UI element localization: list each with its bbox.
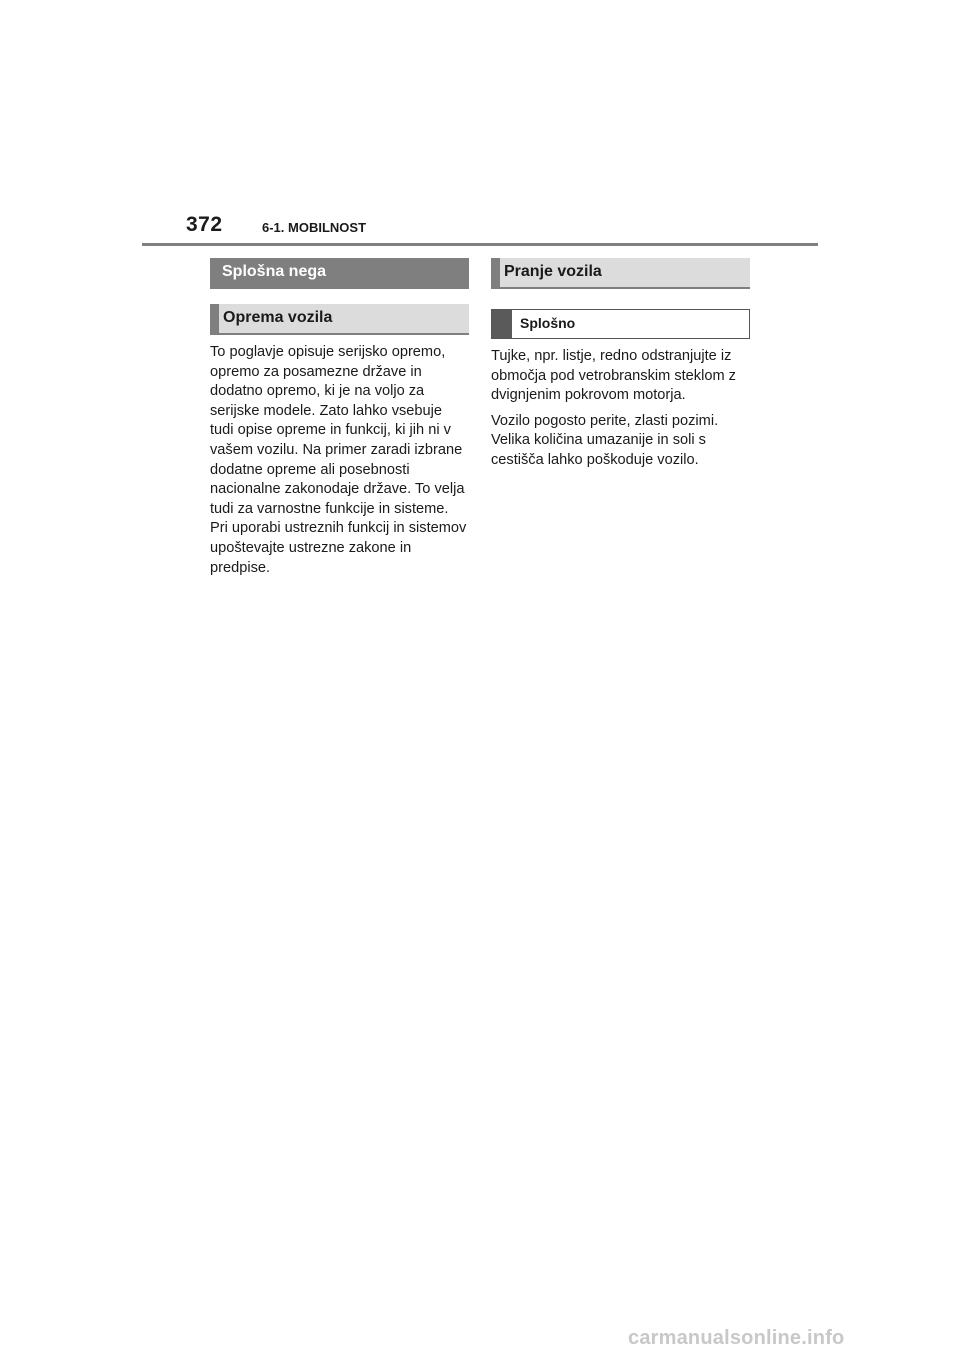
page-number: 372 (186, 213, 223, 236)
section-heading-label: Pranje vozila (504, 263, 602, 280)
heading-marker (492, 310, 512, 338)
section-heading-car-wash (491, 258, 750, 289)
section-heading-label: Splošna nega (222, 263, 327, 280)
subsection-heading-general (491, 309, 750, 339)
paragraph-vehicle-equipment: To poglavje opisuje serijsko opremo, opremo za posamezne države in dodatno opremo, ki je na voljo za serijske modele. Zato lahko vsebuje tudi opise opreme in funkcij, ki jih ni v vašem vozilu. Na primer zaradi izbrane dodatne opreme ali posebnosti nacionalne zakonodaje države. To velja tudi za varnostne funkcije in sisteme. Pri uporabi ustreznih funkcij in sistemov upoštevajte ustrezne zakone in predpise. (210, 344, 467, 576)
subsection-heading-label: Splošno (520, 315, 576, 331)
right-column (491, 258, 750, 471)
header-divider (142, 243, 818, 246)
paragraph-wash-often: Vozilo pogosto perite, zlasti pozimi. Velika količina umazanije in soli s cestišča lahko poškoduje vozilo. (491, 412, 719, 468)
chapter-title: 6-1. MOBILNOST (262, 220, 367, 235)
site-watermark: carmanualsonline.info (628, 1327, 845, 1349)
subsection-heading-vehicle-equipment (210, 304, 469, 335)
paragraph-foreign-objects: Tujke, npr. listje, redno odstranjujte iz območja pod vetrobranskim steklom z dvignjenim pokrovom motorja. (491, 348, 736, 404)
section-heading-general-care (210, 258, 469, 289)
left-column (210, 258, 469, 578)
subsection-heading-label: Oprema vozila (223, 309, 333, 326)
